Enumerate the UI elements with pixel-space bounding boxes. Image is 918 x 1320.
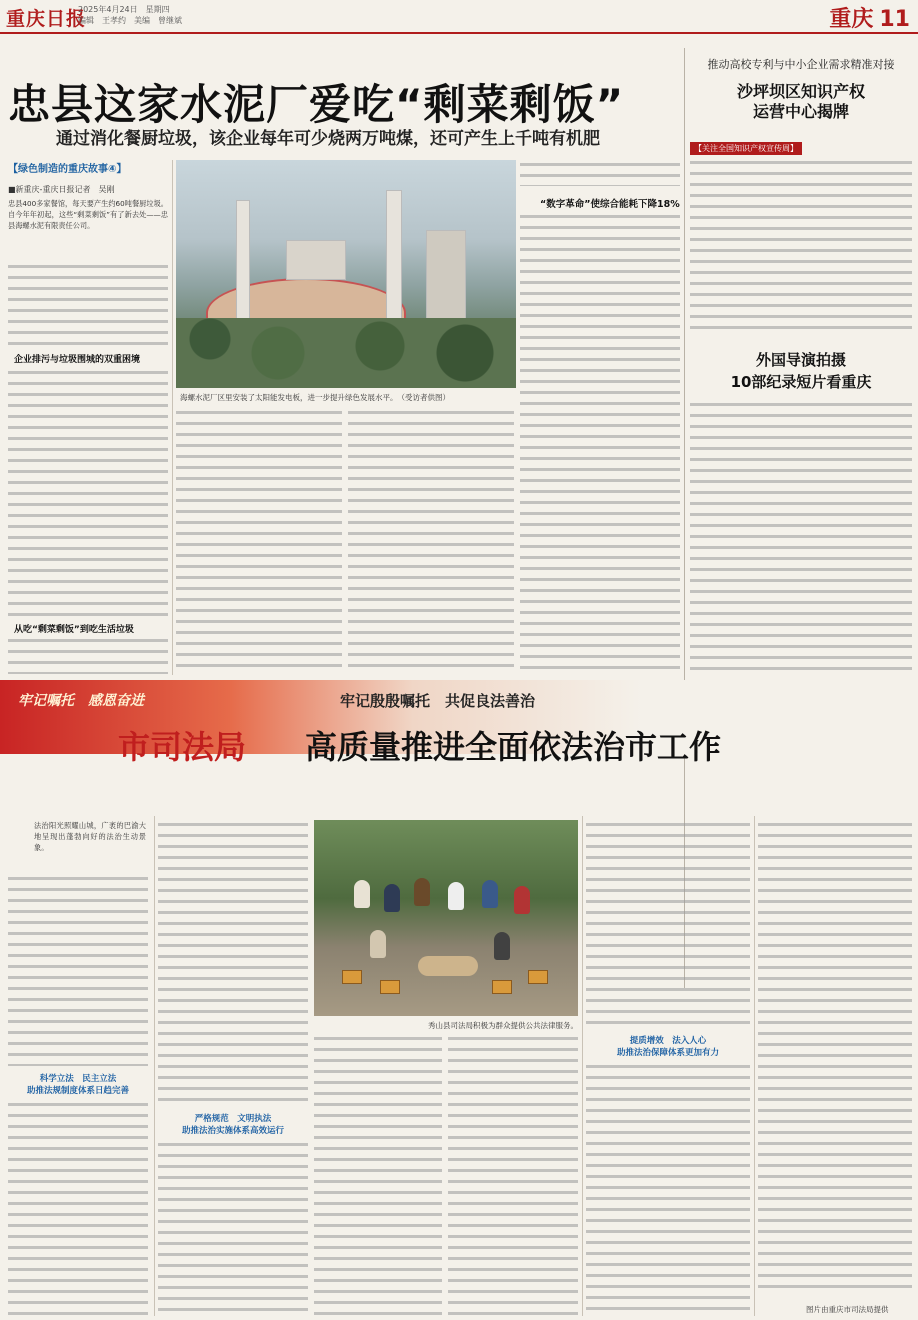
story2-body-col3 xyxy=(314,1034,442,1316)
chimney xyxy=(386,190,402,330)
story2-lead: 法治阳光照耀山城，广袤的巴渝大地呈现出蓬勃向好的法治生动景象。 xyxy=(34,821,146,852)
story1-body-col2 xyxy=(176,408,342,674)
chair xyxy=(380,980,400,994)
story2-body-col2 xyxy=(158,820,308,1106)
person xyxy=(482,880,498,908)
person xyxy=(414,878,430,906)
story1-body-col1 xyxy=(8,262,168,350)
rail-title2-line2: 10部纪录短片看重庆 xyxy=(730,373,872,391)
story2-subhead-2a: 严格规范 文明执法 xyxy=(194,1114,272,1124)
rail-title-line2: 运营中心揭牌 xyxy=(752,102,849,121)
chair xyxy=(492,980,512,994)
story2-body-col1b xyxy=(8,1100,148,1316)
story2-body-col6 xyxy=(758,820,912,1296)
factory-photo xyxy=(176,160,516,388)
story1-subhead-1: 企业排污与垃圾围城的双重困境 xyxy=(14,355,141,365)
rail-tag: 【关注全国知识产权宣传周】 xyxy=(690,142,802,155)
person xyxy=(494,932,510,960)
rail-title2-line1: 外国导演拍摄 xyxy=(755,351,846,369)
story1-headline: 忠县这家水泥厂爱吃“剩菜剩饭” xyxy=(8,80,625,129)
story1-body-col3 xyxy=(348,408,514,674)
story2-body-col1 xyxy=(8,874,148,1066)
person xyxy=(370,930,386,958)
plant-building xyxy=(286,240,346,280)
rail-body-2 xyxy=(690,400,912,674)
column-divider xyxy=(582,816,583,1316)
legal-service-photo xyxy=(314,820,578,1016)
story2-body-col5 xyxy=(586,820,750,1028)
rail-kicker: 推动高校专利与中小企业需求精准对接 xyxy=(707,58,895,71)
rail-title-line1: 沙坪坝区知识产权 xyxy=(736,82,865,101)
forest-area xyxy=(176,318,516,388)
column-divider xyxy=(172,160,173,675)
story2-banner-tag: 牢记嘱托 感恩奋进 xyxy=(18,693,144,709)
newspaper-logo: 重庆日报 xyxy=(6,8,87,30)
rail-body-1 xyxy=(690,158,912,336)
story1-subhead-3: “数字革命”使综合能耗下降18% xyxy=(540,199,680,210)
story1-column-tag: 【绿色制造的重庆故事④】 xyxy=(8,164,127,175)
story2-body-col4 xyxy=(448,1034,578,1316)
story1-body-col1c xyxy=(8,636,168,674)
story1-body-col4a xyxy=(520,160,680,186)
issue-date: 2025年4月24日 星期四 xyxy=(78,5,170,14)
story2-body-col2b xyxy=(158,1140,308,1316)
story1-deck: 通过消化餐厨垃圾，该企业每年可少烧两万吨煤，还可产生上千吨有机肥 xyxy=(56,129,600,149)
story2-subhead-2b: 助推法治实施体系高效运行 xyxy=(181,1126,284,1136)
issue-info xyxy=(78,4,182,26)
story1-byline: ■新重庆-重庆日报记者 吴刚 xyxy=(8,185,115,194)
person xyxy=(514,886,530,914)
story2-headline-right: 高质量推进全面依法治市工作 xyxy=(305,728,722,766)
person xyxy=(384,884,400,912)
story2-kicker: 牢记殷殷嘱托 共促良法善治 xyxy=(340,692,536,710)
column-divider xyxy=(754,816,755,1316)
table xyxy=(418,956,478,976)
story2-footer: 图片由重庆市司法局提供 xyxy=(806,1305,889,1314)
person xyxy=(448,882,464,910)
story2-subhead-1b: 助推法规制度体系日趋完善 xyxy=(26,1086,129,1096)
chair xyxy=(342,970,362,984)
story2-subhead-1a: 科学立法 民主立法 xyxy=(39,1074,117,1084)
story2-subhead-3b: 助推法治保障体系更加有力 xyxy=(616,1048,719,1058)
story2-body-col5b xyxy=(586,1062,750,1316)
story2-headline-left: 市司法局 xyxy=(118,728,247,766)
story2-subhead-3a: 提质增效 法入人心 xyxy=(629,1036,707,1046)
plant-building xyxy=(426,230,466,330)
story1-subhead-2: 从吃“剩菜剩饭”到吃生活垃圾 xyxy=(14,625,134,635)
section-name: 重庆 xyxy=(829,7,874,32)
section-label xyxy=(829,2,910,33)
masthead xyxy=(0,0,918,34)
page-number: 11 xyxy=(879,7,910,32)
factory-photo-caption: 海螺水泥厂区里安装了太阳能发电板，进一步提升绿色发展水平。 （受访者供图） xyxy=(180,393,450,402)
person xyxy=(354,880,370,908)
legal-photo-caption: 秀山县司法局积极为群众提供公共法律服务。 xyxy=(428,1021,578,1030)
column-divider xyxy=(154,816,155,1316)
story1-body-col1b xyxy=(8,368,168,618)
story1-body-col4 xyxy=(520,212,680,674)
chair xyxy=(528,970,548,984)
issue-editors: 编辑 王孝约 美编 曾继斌 xyxy=(78,16,182,25)
chimney xyxy=(236,200,250,320)
story1-lead: 忠县400多家餐馆，每天要产生约60吨餐厨垃圾。自今年年初起，这些“剩菜剩饭”有了新去处——忠县海螺水泥有限责任公司。 xyxy=(8,199,168,230)
